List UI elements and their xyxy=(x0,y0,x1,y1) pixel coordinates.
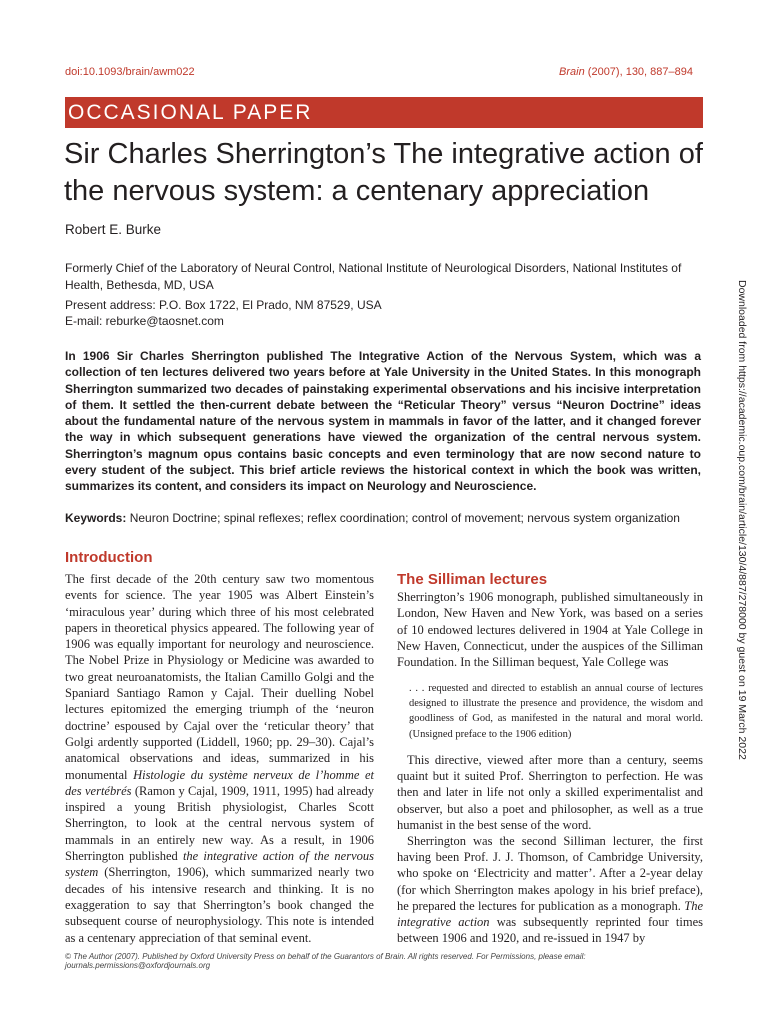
abstract: In 1906 Sir Charles Sherrington published The Integrative Action of the Nervous System, which was a collection of ten lectures delivered two years before at Yale University in the United States. In this monograph Sherrington summarized two decades of painstaking experimental observations and his incisive interpretation of them. It settled the then-current debate between the “Reticular Theory” versus “Neuron Doctrine” ideas about the fundamental nature of the nervous system in mammals in favor of the latter, and it changed forever the way in which subsequent generations have viewed the organization of the central nervous system. Sherrington’s magnum opus contains basic concepts and even terminology that are now second nature to every student of the subject. This brief article reviews the historical context in which the book was written, summarizes its content, and considers its impact on Neurology and Neuroscience. xyxy=(65,349,701,494)
download-side-text: Downloaded from https://academic.oup.com/brain/article/130/4/887/278000 by guest on 19 March 2022 xyxy=(736,280,748,760)
copyright-footer: © The Author (2007). Published by Oxford University Press on behalf of the Guarantors of Brain. All rights reserved. For Permissions, please email: journals.permissions@oxfordjournals.org xyxy=(65,952,586,970)
email[interactable]: E-mail: reburke@taosnet.com xyxy=(65,314,224,328)
silliman-para-1: Sherrington’s 1906 monograph, published simultaneously in London, New Haven and New York, was based on a series of 10 endowed lectures delivered in 1904 at Yale College in New Haven, Connecticut, under the auspices of the Silliman Foundation. In the Silliman bequest, Yale College was xyxy=(397,590,703,670)
intro-italic-2: the integrative action of the nervous system xyxy=(65,849,374,880)
keywords-label: Keywords: xyxy=(65,511,127,525)
journal-citation xyxy=(559,66,693,78)
intro-text-1: The first decade of the 20th century saw two momentous events for science. The year 1905 was Albert Einstein’s ‘miraculous year’ during which three of his most celebrated papers in theoretical physics appeared. The following year of 1906 was equally important for neurology and neuroscience. The Nobel Prize in Physiology or Medicine was awarded to two great neuroanatomists, the Italian Camillo Golgi and the Spaniard Santiago Ramon y Cajal. Their duelling Nobel lectures epitomized the emerging triumph of the ‘neuron doctrine’ espoused by Cajal over the ‘reticular theory’ that Golgi ardently supported (Liddell, 1960; pp. 29–30). Cajal’s anatomical observations and ideas, summarized in his monumental xyxy=(65,572,374,782)
intro-italic-1: Histologie du système nerveux de l’homme et des vertébrés xyxy=(65,767,374,798)
author-name: Robert E. Burke xyxy=(65,222,162,237)
silliman-heading: The Silliman lectures xyxy=(397,571,548,588)
silliman-text-3b: was subsequently reprinted four times between 1906 and 1920, and re-issued in 1947 by xyxy=(397,915,703,946)
article-title: Sir Charles Sherrington’s The integrative action of the nervous system: a centenary appreciation xyxy=(64,138,703,207)
silliman-para-3 xyxy=(397,833,703,946)
address-block xyxy=(65,297,382,329)
silliman-text-3: Sherrington was the second Silliman lecturer, the first having been Prof. J. J. Thomson, of Cambridge University, who spoke on ‘Electricity and matter’. After a 2-year delay (for which Sherrington makes apology in his brief preface), he prepared the lectures for publication as a monograph. xyxy=(397,834,703,913)
intro-text-3: (Sherrington, 1906), which summarized nearly two decades of his intensive research and thinking. It is no exaggeration to say that Sherrington’s book changed the subsequent course of neurophysiology. This note is intended as a centenary appreciation of that seminal event. xyxy=(65,865,374,945)
keywords-text: Neuron Doctrine; spinal reflexes; reflex coordination; control of movement; nervous system organization xyxy=(126,511,680,525)
silliman-quote: . . . requested and directed to establish an annual course of lectures designed to illustrate the presence and providence, the wisdom and goodliness of God, as manifested in the natural and moral world. (Unsigned preface to the 1906 edition) xyxy=(409,683,703,740)
intro-body xyxy=(65,571,374,946)
intro-heading: Introduction xyxy=(65,549,153,566)
silliman-para-2: This directive, viewed after more than a century, seems quaint but it suited Prof. Sherrington to perfection. He was then and later in life not only a skilled experimentalist and observer, but also a poet and philosopher, as well as a true humanist in the best sense of the word. xyxy=(397,753,703,832)
section-banner: OCCASIONAL PAPER xyxy=(65,97,703,128)
affiliation: Formerly Chief of the Laboratory of Neural Control, National Institute of Neurological Disorders, National Institutes of Health, Bethesda, MD, USA xyxy=(65,261,682,292)
silliman-body xyxy=(397,752,703,946)
doi-link[interactable]: doi:10.1093/brain/awm022 xyxy=(65,66,195,78)
keywords xyxy=(65,511,705,525)
citation-details: (2007), 130, 887–894 xyxy=(584,66,693,78)
silliman-italic-3: The integrative action xyxy=(397,898,703,930)
present-address: Present address: P.O. Box 1722, El Prado, NM 87529, USA xyxy=(65,298,382,312)
intro-text-2: (Ramon y Cajal, 1909, 1911, 1995) had already inspired a young British physiologist, Charles Scott Sherrington, to look at the central nervous system of mammals in an entirely new way. As a result, in 1906 Sherrington published xyxy=(65,783,374,864)
journal-name: Brain xyxy=(559,66,585,78)
